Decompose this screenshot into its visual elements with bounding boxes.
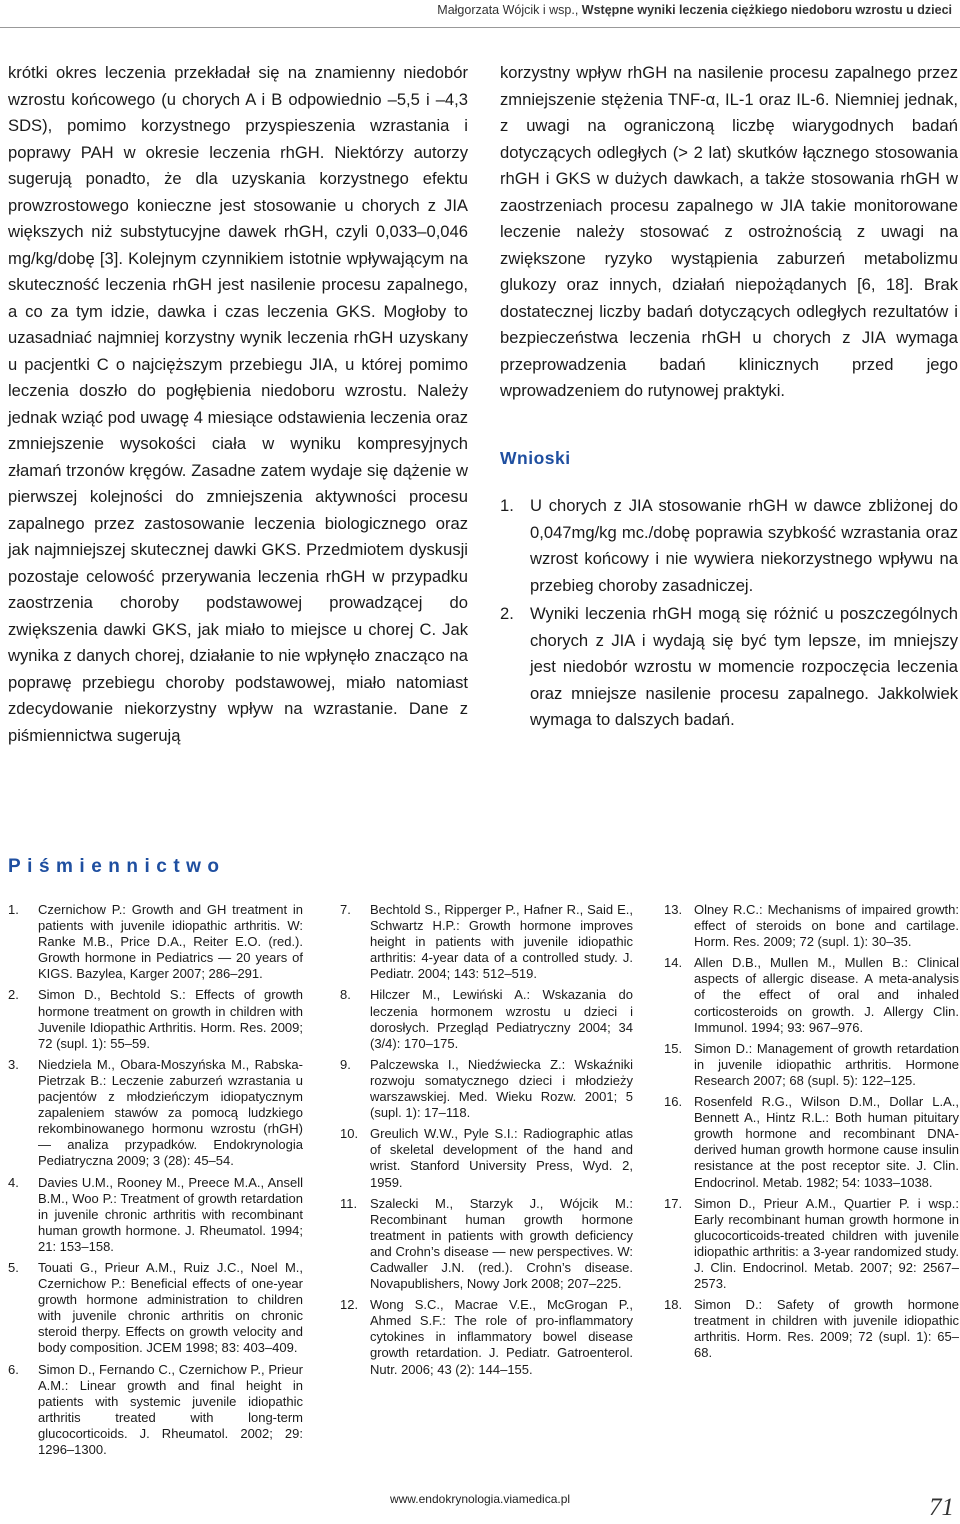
reference-item (340, 1196, 633, 1293)
reference-text: Simon D., Fernando C., Czernichow P., Prieur A.M.: Linear growth and final height in patients with systemic juvenile idiopathic arthritis treated with long-term glucocorticoids. J. Rheumatol. 2002; 29: 1296–1300. (38, 1361, 303, 1457)
reference-item (8, 1057, 303, 1170)
header-separator: , (574, 3, 582, 17)
references-column-2 (340, 902, 633, 1383)
reference-text: Olney R.C.: Mechanisms of impaired growth: effect of steroids on bone and cartilage. Horm. Res. 2009; 72 (supl. 1): 30–35. (694, 902, 959, 950)
reference-item (664, 1297, 959, 1361)
reference-number: 2. (8, 987, 19, 1003)
reference-number: 4. (8, 1174, 19, 1190)
reference-text: Hilczer M., Lewiński A.: Wskazania do leczenia hormonem wzrostu u dzieci i dorosłych. Przegląd Pediatryczny 2004; 34 (3/4): 170–175. (370, 987, 633, 1051)
reference-item (340, 1057, 633, 1121)
reference-item (664, 902, 959, 950)
header-authors: Małgorzata Wójcik i wsp. (437, 3, 575, 17)
reference-item (340, 902, 633, 982)
reference-item (664, 1196, 959, 1293)
reference-item (664, 955, 959, 1035)
reference-number: 3. (8, 1056, 19, 1072)
reference-number: 13. (664, 902, 683, 917)
conclusion-number: 1. (500, 496, 514, 515)
reference-number: 11. (340, 1195, 358, 1211)
page-number: 71 (929, 1494, 954, 1521)
reference-item (8, 902, 303, 982)
conclusion-text: Wyniki leczenia rhGH mogą się różnić u poszczególnych chorych z JIA i wydają się być tym lepsze, im mniejszy jest niedobór wzrostu w momencie rozpoczęcia leczenia oraz mniejsze nasilenie procesu zapalnego. Jakkolwiek wymaga to dalszych badań. (530, 604, 958, 729)
reference-text: Greulich W.W., Pyle S.I.: Radiographic atlas of skeletal development of the hand and wrist. Stanford University Press, Wyd. 2, 1959. (370, 1126, 633, 1190)
reference-number: 15. (664, 1040, 683, 1056)
reference-text: Czernichow P.: Growth and GH treatment in patients with juvenile idiopathic arthritis. W: Ranke M.B., Price D.A., Reiter E.O. (red.). Growth hormone in Pediatrics — 20 years of KIGS. Bazylea, Karger 2007; 286–291. (38, 902, 303, 982)
references-column-1 (8, 902, 303, 1463)
running-header (0, 0, 952, 20)
reference-text: Niedziela M., Obara-Moszyńska M., Rabska-Pietrzak B.: Leczenie zaburzeń wzrastania u pacjentów z młodzieńczym idiopatycznym zapaleniem stawów za pomocą ludzkiego rekombinowanego hormonu wzrostu (rhGH) — analiza przypadków. Endokrynologia Pediatryczna 2009; 3 (28): 45–54. (38, 1056, 303, 1169)
reference-number: 10. (340, 1126, 359, 1142)
reference-item (664, 1041, 959, 1089)
reference-number: 1. (8, 902, 19, 917)
right-text-column (500, 60, 958, 736)
references-heading: Piśmiennictwo (8, 856, 226, 877)
conclusion-text: U chorych z JIA stosowanie rhGH w dawce zbliżonej do 0,047mg/kg mc./dobę poprawia szybkość wzrastania oraz wzrost końcowy i nie wywiera niekorzystnego wpływu na przebieg choroby zasadniczej. (530, 496, 958, 595)
reference-number: 17. (664, 1195, 683, 1211)
reference-item (8, 1362, 303, 1459)
reference-number: 5. (8, 1259, 19, 1275)
reference-text: Palczewska I., Niedźwiecka Z.: Wskaźniki rozwoju somatycznego dzieci i młodzieży warszawskiej. Med. Wieku Rozw. 2001; 5 (supl. 1): 17–118. (370, 1056, 633, 1121)
reference-text: Rosenfeld R.G., Wilson D.M., Dollar L.A., Bennett A., Hintz R.L.: Both human pituitary growth hormone and recombinant DNA-derived human growth hormone cause insulin resistance at the post receptor site. J. Clin. Endocrinol. Metab. 1982; 54: 1033–1038. (694, 1094, 959, 1190)
reference-text: Touati G., Prieur A.M., Ruiz J.C., Noel M., Czernichow P.: Beneficial effects of one-year growth hormone administration to children with juvenile chronic arthritis on chronic steroid therpy. Effects on growth velocity and body composition. JCEM 1998; 83: 403–409. (38, 1259, 303, 1356)
reference-number: 14. (664, 955, 683, 971)
reference-text: Bechtold S., Ripperger P., Hafner R., Said E., Schwartz H.P.: Growth hormone improves height in patients with juvenile idiopathic arthritis: 4-year data of a controlled study. J. Pediatr. 2004; 143: 512–519. (370, 902, 633, 982)
reference-item (340, 987, 633, 1051)
reference-text: Simon D., Bechtold S.: Effects of growth hormone treatment on growth in children with Juvenile Idiopathic Arthritis. Horm. Res. 2009; 72 (supl. 1): 55–59. (38, 987, 303, 1051)
reference-text: Davies U.M., Rooney M., Preece M.A., Ansell B.M., Woo P.: Treatment of growth retardation in juvenile chronic arthritis with recombinant human growth hormone. J. Rheumatol. 1994; 21: 153–158. (38, 1174, 303, 1254)
reference-item (8, 987, 303, 1051)
header-divider (0, 27, 960, 28)
footer-url: www.endokrynologia.viamedica.pl (389, 1492, 571, 1506)
reference-number: 16. (664, 1094, 683, 1110)
reference-number: 6. (8, 1361, 19, 1377)
reference-number: 8. (340, 987, 351, 1003)
reference-text: Allen D.B., Mullen M., Mullen B.: Clinical aspects of allergic disease. A meta-analysis of the effect of oral and inhaled corticosteroids on growth. J. Allergy Clin. Immunol. 1994; 93: 967–976. (694, 955, 959, 1035)
references-column-3 (664, 902, 959, 1367)
reference-item (8, 1260, 303, 1357)
reference-item (340, 1297, 633, 1377)
header-article-title: Wstępne wyniki leczenia ciężkiego niedoboru wzrostu u dzieci (581, 3, 952, 17)
body-paragraph-right: korzystny wpływ rhGH na nasilenie procesu zapalnego przez zmniejszenie stężenia TNF-α, IL-1 oraz IL-6. Niemniej jednak, z uwagi na ograniczoną liczbę wiarygodnych badań dotyczących odległych (> 2 lat) skutków łącznego stosowania rhGH i GKS w dużych dawkach, a także stosowania rhGH w zaostrzeniach procesu zapalnego w JIA takie monitorowane leczenie należy stosować z ostrożnością z uwagi na zwiększone ryzyko wystąpienia zaburzeń metabolizmu glukozy oraz innych, działań niepożądanych [6, 18]. Brak dostatecznej liczby badań dotyczących odległych rezultatów i bezpieczeństwa leczenia rhGH u chorych z JIA wymaga przeprowadzenia badań klinicznych przed jego wprowadzeniem do rutynowej praktyki. (500, 63, 958, 400)
conclusion-number: 2. (500, 604, 514, 623)
conclusion-item (500, 601, 958, 734)
reference-text: Wong S.C., Macrae V.E., McGrogan P., Ahmed S.F.: The role of pro-inflammatory cytokines in inflammatory bowel disease growth retardation. J. Pediatr. Gatroenterol. Nutr. 2006; 43 (2): 144–155. (370, 1297, 633, 1377)
left-text-column (8, 60, 468, 749)
reference-number: 9. (340, 1056, 351, 1072)
reference-text: Simon D.: Safety of growth hormone treatment in children with juvenile idiopathic arthritis. Horm. Res. 2009; 72 (supl. 1): 65–68. (694, 1297, 959, 1361)
reference-number: 18. (664, 1297, 683, 1313)
reference-number: 7. (340, 902, 351, 917)
conclusion-item (500, 493, 958, 599)
reference-text: Szalecki M., Starzyk J., Wójcik M.: Recombinant human growth hormone treatment in patients with growth deficiency and Crohn’s disease — new perspectives. W: Cadwaller J.N. (red.). Crohn’s disease. Novapublishers, Nowy Jork 2008; 207–225. (370, 1195, 633, 1292)
reference-item (8, 1175, 303, 1255)
reference-item (340, 1126, 633, 1190)
body-paragraph-left: krótki okres leczenia przekładał się na znamienny niedobór wzrostu końcowego (u chorych A i B odpowiednio –5,5 i –4,3 SDS), pomimo korzystnego przyspieszenia wzrastania i poprawy PAH w okresie leczenia rhGH. Niektórzy autorzy sugerują ponadto, że dla uzyskania korzystnego efektu prowzrostowego konieczne jest stosowanie u chorych z JIA większych niż substytucyjne dawek rhGH, czyli 0,033–0,046 mg/kg/dobę [3]. Kolejnym czynnikiem istotnie wpływającym na skuteczność leczenia rhGH jest nasilenie procesu zapalnego, a co za tym idzie, dawka i czas leczenia GKS. Mogłoby to uzasadniać najmniej korzystny wynik leczenia rhGH uzyskany u pacjentki C o najcięższym przebiegu JIA, u której pomimo leczenia doszło do pogłębienia niedoboru wzrostu. Należy jednak wziąć pod uwagę 4 miesiące odstawienia leczenia oraz zmniejszenie wysokości ciała w wyniku kompresyjnych złamań trzonów kręgów. Zasadne zatem wydaje się dążenie w pierwszej kolejności do zmniejszenia aktywności procesu zapalnego przez zastosowanie leczenia biologicznego oraz jak najmniejszej skutecznej dawki GKS. Przedmiotem dyskusji pozostaje celowość przerywania leczenia rhGH w przypadku zaostrzenia choroby podstawowej prowadzącej do zwiększenia dawki GKS, jak miało to miejsce u chorej C. Jak wynika z danych chorej, działanie to nie wpłynęło znacząco na poprawę przebiegu choroby podstawowej, miało natomiast zdecydowanie niekorzystny wpływ na wzrastanie. Dane z piśmiennictwa sugerują (8, 63, 468, 745)
reference-item (664, 1094, 959, 1191)
reference-text: Simon D.: Management of growth retardation in juvenile idiopathic arthritis. Hormone Research 2007; 68 (supl. 5): 122–125. (694, 1040, 959, 1088)
reference-text: Simon D., Prieur A.M., Quartier P. i wsp.: Early recombinant human growth hormone in glucocorticoids-treated children with juvenile idiopathic arthritis: a 3-year randomized study. J. Clin. Endocrinol. Metab. 2007; 92: 2567–2573. (694, 1195, 959, 1292)
conclusions-heading: Wnioski (500, 447, 571, 468)
conclusions-list (500, 493, 958, 734)
reference-number: 12. (340, 1297, 359, 1313)
